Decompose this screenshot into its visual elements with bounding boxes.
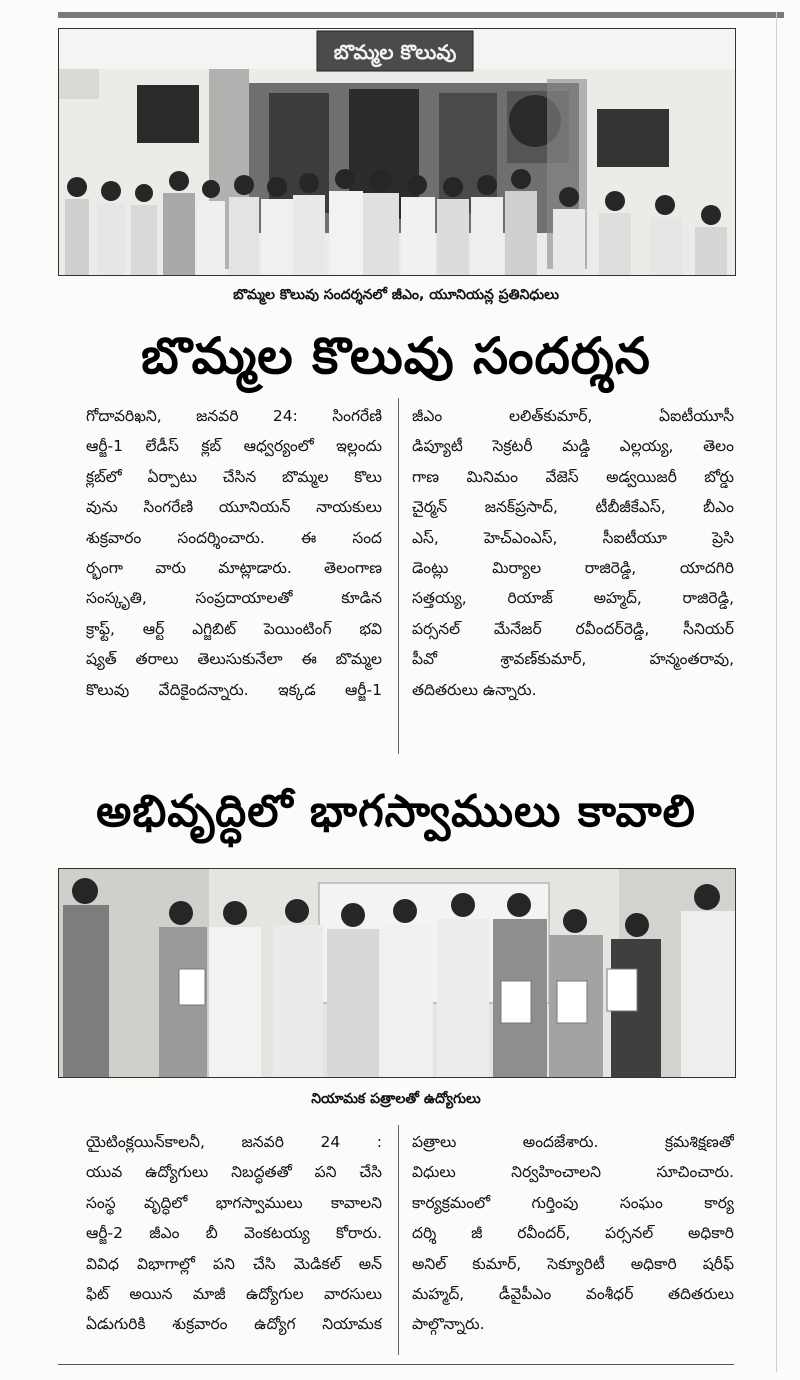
text-line: ఆర్జీ-1 లేడీస్ క్లబ్ ఆధ్వర్యంలో ఇల్లందు [86,437,382,456]
banner-text: బొమ్మల కొలువు [333,40,457,64]
top-rule [58,12,784,18]
text-line: విధులు నిర్వహించాలని సూచించారు. [412,1163,734,1182]
text-line: డెంట్లు మిర్యాల రాజిరెడ్డి, యాదగిరి [412,559,734,578]
text-line: వివిధ విభాగాల్లో పని చేసి మెడికల్ అన్ [86,1254,382,1273]
text-line: దర్శి జీ రవీందర్, పర్సనల్ అధికారి [412,1224,734,1243]
column-divider [398,398,399,754]
photo-doll-exhibition [58,28,736,276]
text-line: కొలువు వేదికైందన్నారు. ఇక్కడ ఆర్జీ-1 [86,680,382,699]
text-line: పత్రాలు అందజేశారు. క్రమశిక్షణతో [412,1133,734,1151]
text-line: ష్యత్ తరాలు తెలుసుకునేలా ఈ బొమ్మల [86,650,382,669]
photo-caption: బొమ్మల కొలువు సందర్శనలో జీఎం, యూనియన్ల ప్రతినిధులు [233,287,559,303]
photo-appointment-letters [58,868,736,1078]
text-line: మహ్మద్, డీవైపీఎం వంశీధర్ తదితరులు [412,1285,734,1304]
text-line: సత్తయ్య, రియాజ్ అహ్మద్, రాజిరెడ్డి, [412,589,734,608]
bottom-rule [58,1364,734,1365]
photo-caption: నియామక పత్రాలతో ఉద్యోగులు [311,1091,481,1107]
article-column-right [412,1127,734,1340]
text-line: గాణ మినిమం వేజెస్ అడ్వయిజరీ బోర్డు [412,467,734,486]
text-line: క్లబ్‌లో ఏర్పాటు చేసిన బొమ్మల కొలు [86,467,382,486]
column-divider [398,1125,399,1355]
article-column-left [86,401,382,705]
text-line: కార్యక్రమంలో గుర్తింపు సంఘం కార్య [412,1193,734,1212]
article-headline: బొమ్మల కొలువు సందర్శన [141,327,651,385]
column-edge-rule [776,12,777,1372]
text-line: డిప్యూటీ సెక్రటరీ మడ్డి ఎల్లయ్య, తెలం [412,437,734,456]
text-line: సంస్థ వృద్ధిలో భాగస్వాములు కావాలని [86,1193,382,1212]
text-line: ఏడుగురికి శుక్రవారం ఉద్యోగ నియామక [86,1315,382,1334]
text-line: ఫిట్ అయిన మాజీ ఉద్యోగుల వారసులు [86,1285,382,1304]
text-line: పీవో శ్రావణ్‌కుమార్, హన్మంతరావు, [412,650,734,669]
article-column-left [86,1127,382,1340]
text-line: అనిల్ కుమార్, సెక్యూరిటీ అధికారి షరీఫ్ [412,1254,734,1273]
photo-doll-exhibition-image [59,29,735,275]
text-line: క్రాఫ్ట్, ఆర్ట్ ఎగ్జిబిట్ పెయింటింగ్ భవి [86,619,382,638]
text-line: వును సింగరేణి యూనియన్ నాయకులు [86,498,382,517]
photo-appointment-letters-image [59,869,735,1077]
text-line: ఎస్, హెచ్ఎంఎస్, సీఐటీయూ ప్రెసి [412,528,734,547]
text-line: యైటింక్లయిన్‌కాలనీ, జనవరి 24 : [86,1133,382,1151]
article-headline: అభివృద్ధిలో భాగస్వాములు కావాలి [96,786,696,837]
text-line: ర్భంగా వారు మాట్లాడారు. తెలంగాణ [86,559,382,578]
article-column-right [412,401,734,705]
text-line: ఆర్జీ-2 జీఎం బీ వెంకటయ్య కోరారు. [86,1224,382,1243]
text-line: తదితరులు ఉన్నారు. [412,680,537,699]
text-line: గోదావరిఖని, జనవరి 24: సింగరేణి [86,407,382,425]
text-line: యువ ఉద్యోగులు నిబద్ధతతో పని చేసి [86,1163,382,1182]
text-line: చైర్మన్ జనక్‌ప్రసాద్, టీబీజీకేఎస్, బీఎం [412,498,734,517]
text-line: శుక్రవారం సందర్శించారు. ఈ సంద [86,528,382,547]
text-line: పర్సనల్ మేనేజర్ రవీందర్‌రెడ్డి, సీనియర్ [412,619,734,638]
text-line: జీఎం లలిత్‌కుమార్, ఏఐటీయూసీ [412,407,734,425]
text-line: సంస్కృతి, సంప్రదాయాలతో కూడిన [86,589,382,608]
text-line: పాల్గొన్నారు. [412,1315,485,1334]
